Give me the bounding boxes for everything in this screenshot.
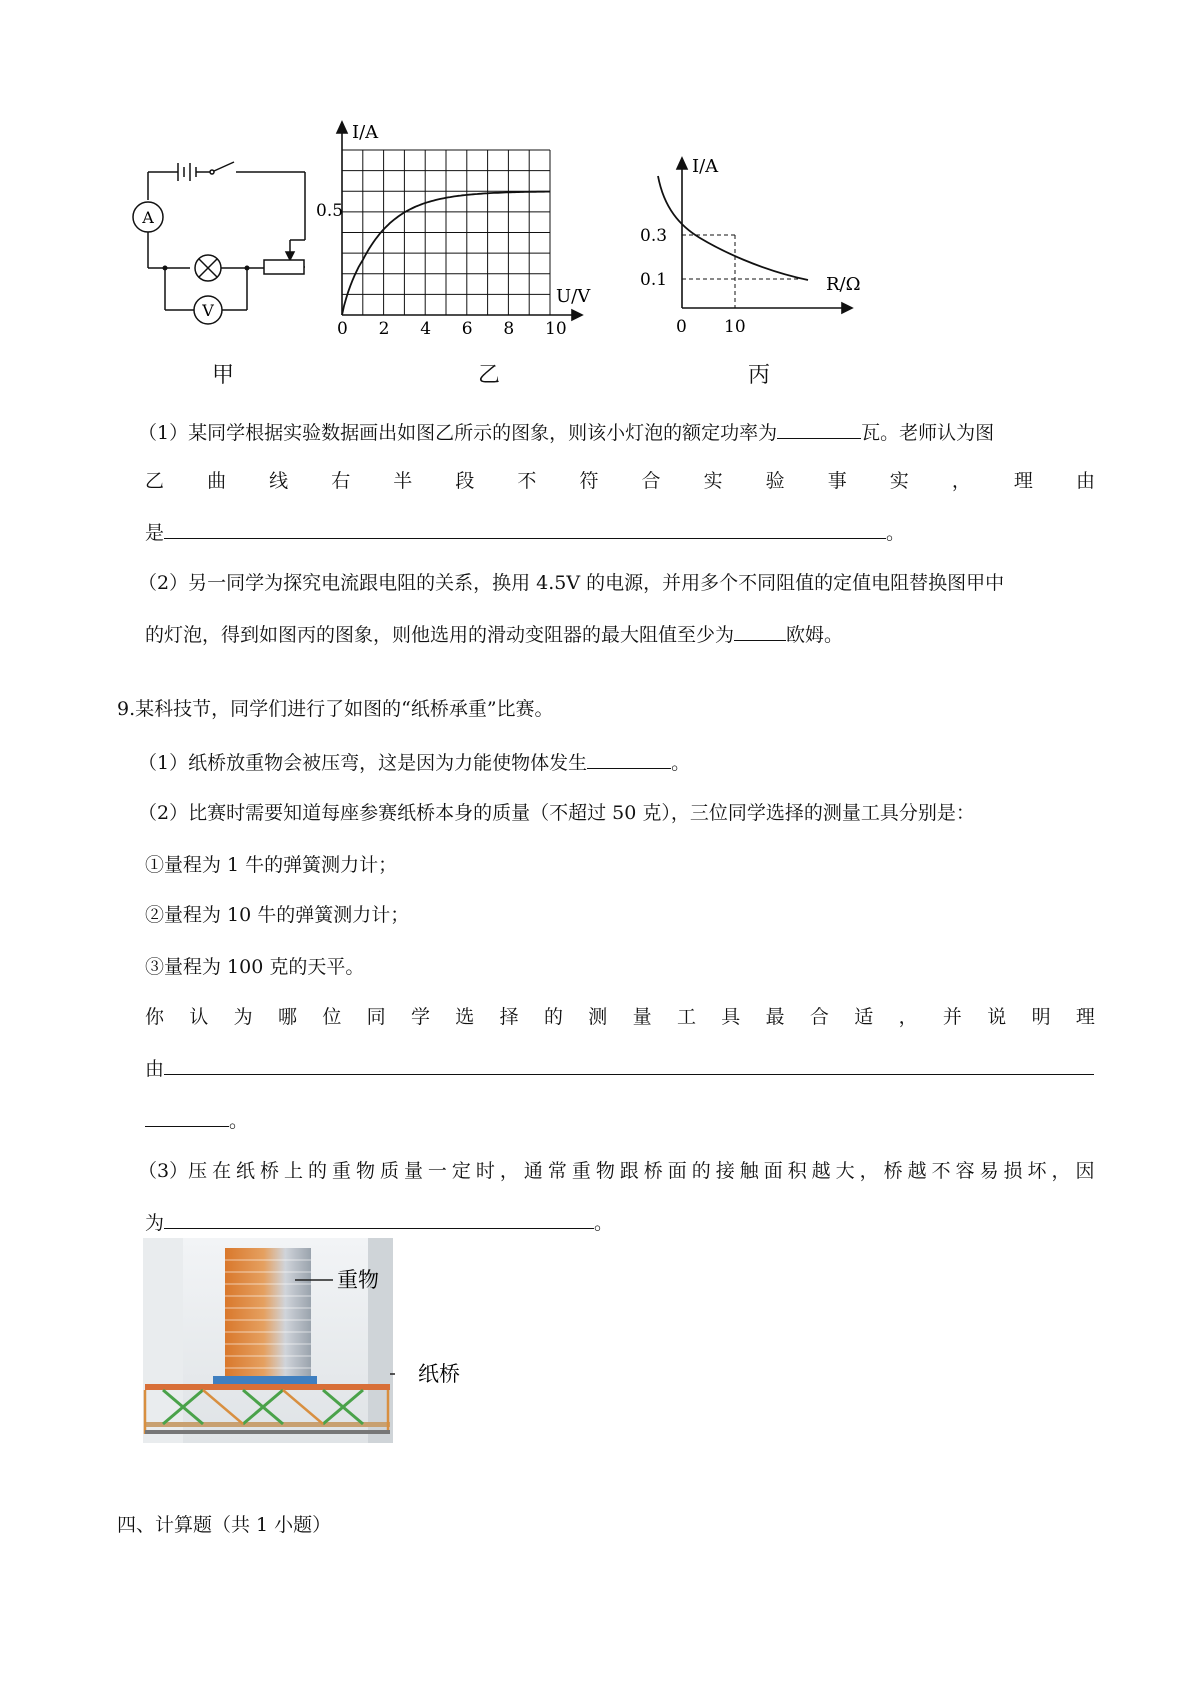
ir-chart — [620, 148, 870, 348]
text-char: 物 — [355, 1160, 375, 1182]
label-weight: 重物 — [337, 1268, 379, 1292]
label-bridge: 纸桥 — [418, 1362, 460, 1386]
text-char: 位 — [322, 1006, 342, 1028]
text-char: 具 — [721, 1006, 741, 1028]
text-char: 损 — [1003, 1160, 1023, 1182]
q9-ask-line2: 由 — [145, 1054, 1094, 1082]
text-char: 你 — [145, 1006, 165, 1028]
text-char: 实 — [889, 470, 909, 492]
text-char: 桥 — [883, 1160, 903, 1182]
text-char: 易 — [979, 1160, 999, 1182]
figure-caption-bing: 丙 — [748, 363, 771, 388]
text-char: 坏 — [1027, 1160, 1047, 1182]
answer-blank-tool-reason-cont[interactable] — [145, 1106, 229, 1127]
text-char: 为 — [233, 1006, 253, 1028]
figure-caption-yi: 乙 — [478, 363, 501, 388]
answer-blank-power[interactable] — [777, 418, 861, 439]
text-char: 桥 — [260, 1160, 280, 1182]
text-char: 认 — [189, 1006, 209, 1028]
text-char: ， — [951, 470, 971, 492]
text-char: 符 — [579, 470, 599, 492]
x-tick-label-10: 10 — [724, 317, 746, 337]
q8-part2-line2: 的灯泡，得到如图丙的图象，则他选用的滑动变阻器的最大阻值至少为 欧姆。 — [145, 620, 843, 648]
text-char: 事 — [827, 470, 847, 492]
text-char: 曲 — [207, 470, 227, 492]
text-char: （3）压 — [138, 1160, 208, 1182]
answer-blank-pressure[interactable] — [164, 1208, 594, 1229]
text-char: 越 — [907, 1160, 927, 1182]
text-char: 的 — [543, 1006, 563, 1028]
x-tick-label: 8 — [503, 319, 515, 339]
text-char: 半 — [393, 470, 413, 492]
text-char: ， — [1051, 1160, 1071, 1182]
text-char: 通 — [523, 1160, 543, 1182]
text-char: 工 — [676, 1006, 696, 1028]
text-char: ， — [859, 1160, 879, 1182]
paper-bridge-photo — [143, 1238, 463, 1448]
q9-option-3: ③量程为 100 克的天平。 — [145, 956, 365, 978]
text-char: 定 — [451, 1160, 471, 1182]
text-char: 重 — [331, 1160, 351, 1182]
text-char: 面 — [667, 1160, 687, 1182]
text-char: 重 — [571, 1160, 591, 1182]
text-char: 纸 — [236, 1160, 256, 1182]
text-char: 段 — [455, 470, 475, 492]
text-char: 择 — [499, 1006, 519, 1028]
q9-part2: （2）比赛时需要知道每座参赛纸桥本身的质量（不超过 50 克），三位同学选择的测量工具分别是： — [138, 802, 975, 824]
q9-part3-line1 — [138, 1158, 1095, 1184]
y-tick-label-03: 0.3 — [640, 226, 668, 246]
x-tick-label: 0 — [337, 319, 348, 339]
text-char: 越 — [811, 1160, 831, 1182]
q8-part1-line3: 是 。 — [145, 518, 905, 546]
text-char: 说 — [987, 1006, 1007, 1028]
q9-ask-line — [145, 1004, 1095, 1030]
text-char: 不 — [517, 470, 537, 492]
x-tick-label: 4 — [420, 319, 432, 339]
text-char: 由 — [1075, 470, 1095, 492]
text-char: 量 — [403, 1160, 423, 1182]
answer-blank-reason[interactable] — [164, 518, 886, 539]
text-char: ， — [898, 1006, 918, 1028]
text-char: 最 — [765, 1006, 785, 1028]
q9-option-1: ①量程为 1 牛的弹簧测力计； — [145, 854, 398, 876]
text-char: 乙 — [145, 470, 165, 492]
answer-blank-deform[interactable] — [587, 748, 671, 769]
text-char: 跟 — [619, 1160, 639, 1182]
text-char: 的 — [691, 1160, 711, 1182]
text-char: 上 — [284, 1160, 304, 1182]
figure-caption-jia: 甲 — [212, 363, 235, 388]
text-char: 同 — [366, 1006, 386, 1028]
answer-blank-tool-reason[interactable] — [164, 1054, 1094, 1075]
text-char: ， — [499, 1160, 519, 1182]
text-char: 理 — [1075, 1006, 1095, 1028]
x-tick-label: 10 — [545, 319, 567, 339]
ir-curve-line — [658, 176, 808, 280]
text-char: 并 — [942, 1006, 962, 1028]
text-char: 质 — [379, 1160, 399, 1182]
iu-chart — [316, 120, 600, 340]
text-char: 桥 — [643, 1160, 663, 1182]
text-char: 量 — [632, 1006, 652, 1028]
text-char: 容 — [955, 1160, 975, 1182]
q9-part3-line2: 为 。 — [145, 1208, 613, 1236]
x-tick-label-0: 0 — [676, 317, 687, 337]
text-char: 常 — [547, 1160, 567, 1182]
text-char: 测 — [588, 1006, 608, 1028]
text-char: 右 — [331, 470, 351, 492]
text-char: 大 — [835, 1160, 855, 1182]
text-char: 线 — [269, 470, 289, 492]
text-char: 学 — [410, 1006, 430, 1028]
y-tick-label-01: 0.1 — [640, 270, 668, 290]
text-char: 明 — [1031, 1006, 1051, 1028]
text-char: 理 — [1013, 470, 1033, 492]
y-axis-label: I/A — [692, 156, 719, 177]
text-char: 物 — [595, 1160, 615, 1182]
text-char: 不 — [931, 1160, 951, 1182]
x-axis-label: U/V — [556, 286, 591, 307]
text-char: 实 — [703, 470, 723, 492]
circuit-diagram — [140, 160, 340, 355]
text-char: 一 — [427, 1160, 447, 1182]
text-char: 积 — [787, 1160, 807, 1182]
section-heading: 四、计算题（共 1 小题） — [117, 1514, 332, 1536]
text-char: 合 — [641, 470, 661, 492]
q9-ask-line3: 。 — [145, 1106, 248, 1134]
q9-title: 9.某科技节，同学们进行了如图的“纸桥承重”比赛。 — [117, 698, 554, 720]
answer-blank-resistance[interactable] — [734, 620, 786, 641]
y-axis-label: I/A — [352, 122, 379, 143]
q8-part1-line1: （1）某同学根据实验数据画出如图乙所示的图象，则该小灯泡的额定功率为 瓦。老师认为图 — [138, 418, 994, 446]
x-tick-label: 2 — [378, 319, 390, 339]
voltmeter-symbol: V — [202, 301, 214, 320]
text-char: 接 — [715, 1160, 735, 1182]
x-tick-label: 6 — [461, 319, 473, 339]
text-char: 在 — [212, 1160, 232, 1182]
text-char: 合 — [809, 1006, 829, 1028]
q8-part1-line2 — [145, 468, 1095, 494]
q9-option-2: ②量程为 10 牛的弹簧测力计； — [145, 904, 410, 926]
text-char: 哪 — [277, 1006, 297, 1028]
text-char: 选 — [455, 1006, 475, 1028]
text-char: 因 — [1075, 1160, 1095, 1182]
q9-part1: （1）纸桥放重物会被压弯，这是因为力能使物体发生 。 — [138, 748, 690, 776]
text-char: 面 — [763, 1160, 783, 1182]
x-axis-label: R/Ω — [826, 274, 861, 295]
text-char: 触 — [739, 1160, 759, 1182]
text-char: 验 — [765, 470, 785, 492]
y-tick-label: 0.5 — [316, 201, 344, 221]
text-char: 时 — [475, 1160, 495, 1182]
q8-part2-line1: （2）另一同学为探究电流跟电阻的关系，换用 4.5V 的电源，并用多个不同阻值的定值电阻替换图甲中 — [138, 572, 1005, 594]
text-char: 适 — [854, 1006, 874, 1028]
ammeter-symbol: A — [142, 208, 154, 227]
text-char: 的 — [308, 1160, 328, 1182]
